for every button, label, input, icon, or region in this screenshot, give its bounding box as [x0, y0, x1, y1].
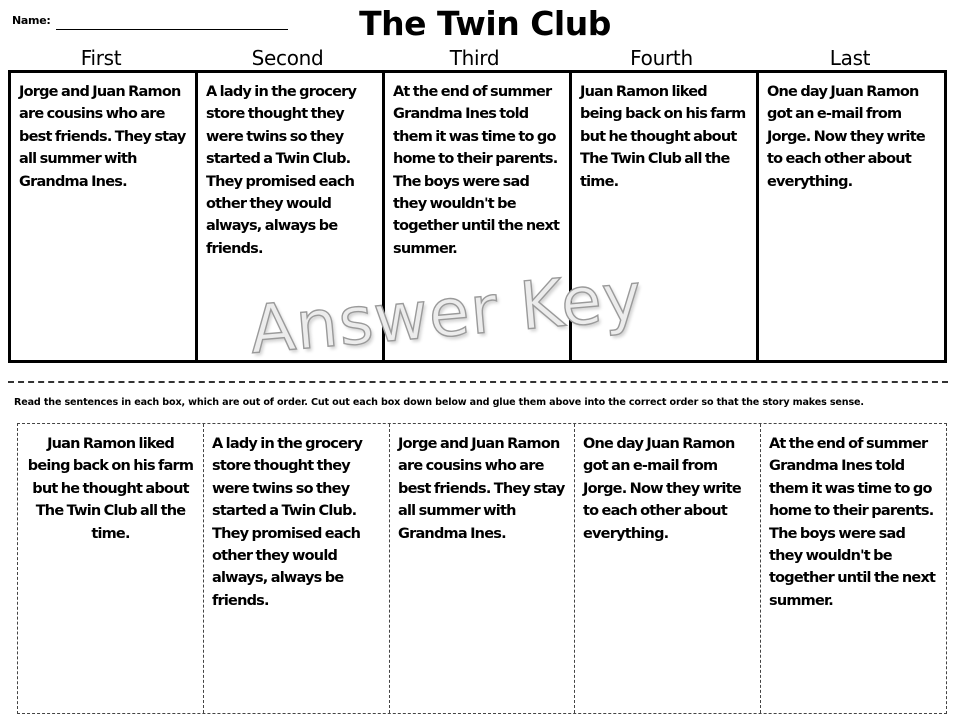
instructions-text: Read the sentences in each box, which are out of order. Cut out each box down below and glue them above into the correct order so that the story makes sense. [14, 397, 864, 408]
cut-out-grid [17, 423, 947, 714]
cut-out-box: One day Juan Ramon got an e-mail from Jorge. Now they write to each other about everything. [575, 424, 761, 713]
column-headers [8, 46, 945, 70]
answer-box-third: At the end of summer Grandma Ines told them it was time to go home to their parents. The boys were sad they wouldn't be together until the next summer. [385, 73, 572, 360]
answer-box-first: Jorge and Juan Ramon are cousins who are best friends. They stay all summer with Grandma Ines. [11, 73, 198, 360]
column-header-last: Last [829, 46, 871, 70]
name-label: Name: [12, 14, 51, 27]
column-header-first: First [80, 46, 122, 70]
column-header-second: Second [251, 46, 324, 70]
cut-out-box: Juan Ramon liked being back on his farm but he thought about The Twin Club all the time. [18, 424, 204, 713]
answer-key-watermark: Answer Key [246, 257, 646, 369]
column-header-third: Third [449, 46, 500, 70]
cut-out-box: A lady in the grocery store thought they were twins so they started a Twin Club. They promised each other they would always, always be friends. [204, 424, 390, 713]
cut-line [8, 381, 948, 383]
page-title: The Twin Club [359, 4, 611, 43]
answer-box-fourth: Juan Ramon liked being back on his farm but he thought about The Twin Club all the time. [572, 73, 759, 360]
cut-out-box: Jorge and Juan Ramon are cousins who are best friends. They stay all summer with Grandma Ines. [390, 424, 575, 713]
column-header-fourth: Fourth [630, 46, 693, 70]
name-field-line[interactable] [56, 29, 288, 30]
answer-box-last: One day Juan Ramon got an e-mail from Jorge. Now they write to each other about everything. [767, 84, 925, 190]
cut-out-box: At the end of summer Grandma Ines told them it was time to go home to their parents. The boys were sad they wouldn't be together until the next summer. [769, 436, 936, 609]
answer-box-second: A lady in the grocery store thought they were twins so they started a Twin Club. They promised each other they would always, always be friends. [198, 73, 385, 360]
